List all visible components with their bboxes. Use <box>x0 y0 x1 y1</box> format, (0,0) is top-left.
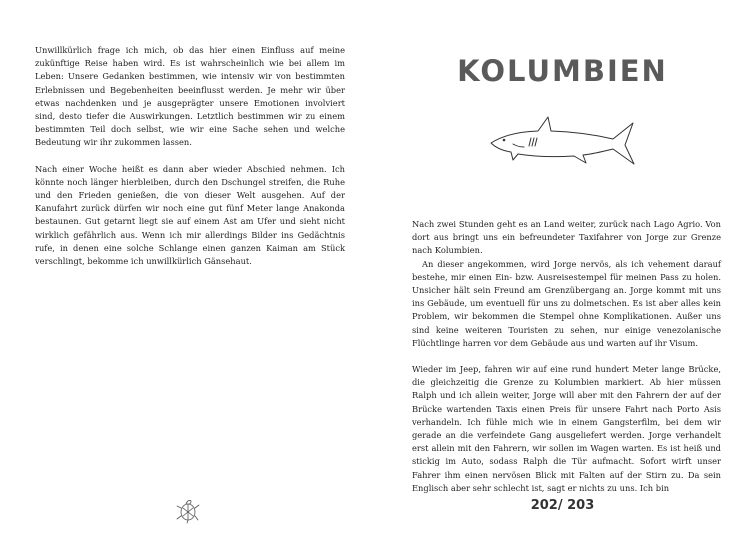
shark-icon <box>488 110 638 170</box>
left-paragraph-2: Nach einer Woche heißt es dann aber wieder Abschied nehmen. Ich könnte noch länger hierbleiben, durch den Dschungel streifen, die Ruhe und den Frieden genießen, die von dieser Welt ausgehen. Auf der Kanufahrt zurück dürfen wir noch eine gut fünf Meter lange Anakonda bestaunen. Gut getarnt liegt sie auf einem Ast am Ufer und sieht nicht wirklich gefährlich aus. Wenn ich mir allerdings Bilder ins Gedächtnis rufe, in denen eine solche Schlange einen ganzen Kaiman am Stück verschlingt, bekomme ich unwillkürlich Gänsehaut. <box>35 163 345 267</box>
right-page-text <box>412 218 721 495</box>
right-page <box>375 0 750 537</box>
right-paragraph-1: Nach zwei Stunden geht es an Land weiter, zurück nach Lago Agrio. Von dort aus bringt uns ein befreundeter Taxifahrer von Jorge zur Grenze nach Kolumbien. <box>412 219 721 256</box>
right-paragraph-3: Wieder im Jeep, fahren wir auf eine rund hundert Meter lange Brücke, die gleichzeitig die Grenze zu Kolumbien markiert. Ab hier müssen Ralph und ich allein weiter, Jorge will aber mit den Fahrern der auf der Brücke wartenden Taxis einen Preis für unsere Fahrt nach Porto Asis verhandeln. Ich fühle mich wie in einem Gangsterfilm, bei dem wir gerade an die verfeindete Gang ausgeliefert werden. Jorge verhandelt erst allein mit den Fahrern, wir sollen im Wagen warten. Es ist heiß und stickig im Auto, sodass Ralph die Tür aufmacht. Sofort wirft unser Fahrer ihm einen nervösen Blick mit Falten auf der Stirn zu. Da sein Englisch aber sehr schlecht ist, sagt er nichts zu uns. Ich bin <box>412 364 721 493</box>
chapter-title: KOLUMBIEN <box>457 54 668 88</box>
page-number: 202/ 203 <box>530 498 595 513</box>
right-paragraph-2: An dieser angekommen, wird Jorge nervös, als ich vehement darauf bestehe, mir einen Ein- bzw. Ausreisestempel für meinen Pass zu holen. Unsicher hält sein Freund am Grenzübergang an. Jorge kommt mit uns ins Gebäude, um eventuell für uns zu dolmetschen. Es ist aber alles kein Problem, wir bekommen die Stempel ohne Komplikationen. Außer uns sind keine weiteren Touristen zu sehen, nur einige venezolanische Flüchtlinge harren vor dem Gebäude aus und warten auf ihr Visum. <box>412 258 721 348</box>
left-paragraph-1: Unwillkürlich frage ich mich, ob das hier einen Einfluss auf meine zukünftige Reise haben wird. Es ist wahrscheinlich wie bei allem im Leben: Unsere Gedanken bestimmen, wie intensiv wir von bestimmten Erlebnissen und Begebenheiten beeinflusst werden. Je mehr wir über etwas nachdenken und je ausgeprägter unsere Emotionen involviert sind, desto tiefer die Auswirkungen. Letztlich bestimmen wir zu einem bestimmten Teil doch selbst, wie wir eine Sache sehen und welche Bedeutung wir ihr zukommen lassen. <box>35 45 345 148</box>
left-page-text <box>35 44 345 268</box>
turtle-icon <box>173 496 203 526</box>
